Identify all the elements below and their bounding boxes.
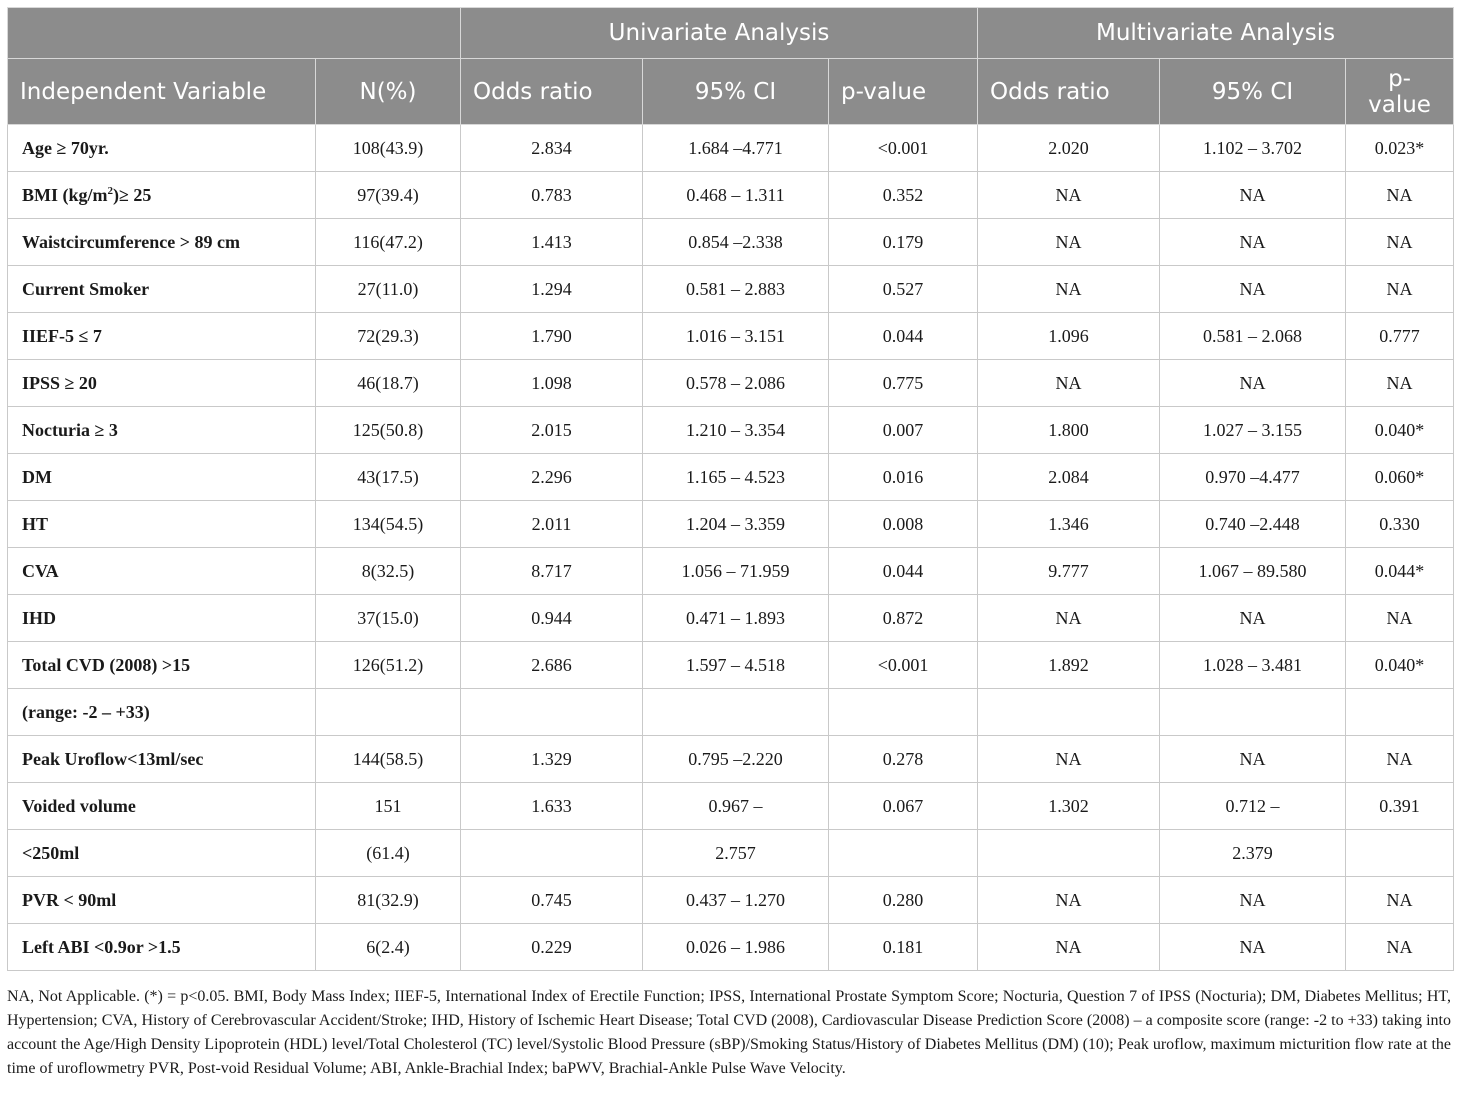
value-cell — [316, 689, 461, 736]
column-header: Independent Variable — [8, 59, 316, 125]
value-cell: NA — [1160, 924, 1346, 971]
value-cell: 1.413 — [461, 219, 643, 266]
group-header-row — [8, 8, 1454, 59]
value-cell: 125(50.8) — [316, 407, 461, 454]
value-cell: NA — [1346, 595, 1454, 642]
value-cell: 0.229 — [461, 924, 643, 971]
value-cell: 0.179 — [829, 219, 978, 266]
variable-cell: PVR < 90ml — [8, 877, 316, 924]
value-cell: 134(54.5) — [316, 501, 461, 548]
value-cell: 1.302 — [978, 783, 1160, 830]
variable-cell: Current Smoker — [8, 266, 316, 313]
value-cell: 1.800 — [978, 407, 1160, 454]
value-cell: 108(43.9) — [316, 125, 461, 172]
value-cell: NA — [1160, 877, 1346, 924]
value-cell — [829, 689, 978, 736]
table-row — [8, 783, 1454, 830]
table-footnote: NA, Not Applicable. (*) = p<0.05. BMI, Body Mass Index; IIEF-5, International Index of Erectile Function; IPSS, International Prostate Symptom Score; Nocturia, Question 7 of IPSS (Nocturia); DM, Diabetes Mellitus; HT, Hypertension; CVA, History of Cerebrovascular Accident/Stroke; IHD, History of Ischemic Heart Disease; Total CVD (2008), Cardiovascular Disease Prediction Score (2008) – a composite score (range: -2 to +33) taking into account the Age/High Density Lipoprotein (HDL) level/Total Cholesterol (TC) level/Systolic Blood Pressure (sBP)/Smoking Status/History of Diabetes Mellitus (DM) (10); Peak uroflow, maximum micturition flow rate at the time of uroflowmetry PVR, Post-void Residual Volume; ABI, Ankle-Brachial Index; baPWV, Brachial-Ankle Pulse Wave Velocity. — [7, 988, 1451, 1077]
value-cell: NA — [978, 219, 1160, 266]
value-cell: 1.056 – 71.959 — [643, 548, 829, 595]
value-cell: 1.027 – 3.155 — [1160, 407, 1346, 454]
value-cell: 0.783 — [461, 172, 643, 219]
value-cell: 2.296 — [461, 454, 643, 501]
value-cell: 0.040* — [1346, 407, 1454, 454]
value-cell: NA — [1160, 360, 1346, 407]
value-cell: 0.060* — [1346, 454, 1454, 501]
value-cell: NA — [1346, 924, 1454, 971]
column-header: 95% CI — [1160, 59, 1346, 125]
column-header: 95% CI — [643, 59, 829, 125]
value-cell — [1160, 689, 1346, 736]
value-cell — [978, 689, 1160, 736]
value-cell: <0.001 — [829, 642, 978, 689]
variable-cell: HT — [8, 501, 316, 548]
variable-cell: Voided volume — [8, 783, 316, 830]
table-row — [8, 360, 1454, 407]
table-row — [8, 595, 1454, 642]
value-cell: NA — [978, 172, 1160, 219]
table-row — [8, 219, 1454, 266]
variable-cell: DM — [8, 454, 316, 501]
value-cell: 0.330 — [1346, 501, 1454, 548]
regression-table — [7, 7, 1454, 971]
value-cell: 2.011 — [461, 501, 643, 548]
value-cell: <0.001 — [829, 125, 978, 172]
value-cell: NA — [1346, 266, 1454, 313]
value-cell: 1.098 — [461, 360, 643, 407]
value-cell: 9.777 — [978, 548, 1160, 595]
table-row — [8, 924, 1454, 971]
value-cell: NA — [1160, 219, 1346, 266]
table-body — [8, 125, 1454, 971]
value-cell: 0.044 — [829, 313, 978, 360]
multivariate-group-header: Multivariate Analysis — [978, 8, 1454, 59]
value-cell — [1346, 689, 1454, 736]
value-cell: NA — [978, 736, 1160, 783]
value-cell: 43(17.5) — [316, 454, 461, 501]
value-cell: 6(2.4) — [316, 924, 461, 971]
value-cell: NA — [1160, 736, 1346, 783]
value-cell: 0.712 – — [1160, 783, 1346, 830]
table-row — [8, 313, 1454, 360]
value-cell: 8.717 — [461, 548, 643, 595]
table-row — [8, 877, 1454, 924]
value-cell: 2.020 — [978, 125, 1160, 172]
table-row — [8, 125, 1454, 172]
value-cell: NA — [978, 266, 1160, 313]
value-cell: NA — [978, 924, 1160, 971]
value-cell: 0.581 – 2.068 — [1160, 313, 1346, 360]
value-cell: 0.740 –2.448 — [1160, 501, 1346, 548]
value-cell: 0.391 — [1346, 783, 1454, 830]
value-cell: 2.379 — [1160, 830, 1346, 877]
value-cell: 0.581 – 2.883 — [643, 266, 829, 313]
variable-cell: Age ≥ 70yr. — [8, 125, 316, 172]
variable-cell: Nocturia ≥ 3 — [8, 407, 316, 454]
value-cell: NA — [1346, 219, 1454, 266]
value-cell: 2.757 — [643, 830, 829, 877]
value-cell: 2.686 — [461, 642, 643, 689]
variable-cell: IIEF-5 ≤ 7 — [8, 313, 316, 360]
value-cell: 1.028 – 3.481 — [1160, 642, 1346, 689]
value-cell: 0.008 — [829, 501, 978, 548]
variable-cell: IPSS ≥ 20 — [8, 360, 316, 407]
value-cell: 0.872 — [829, 595, 978, 642]
column-header: p-value — [829, 59, 978, 125]
value-cell: 0.280 — [829, 877, 978, 924]
column-header-row — [8, 59, 1454, 125]
value-cell: 97(39.4) — [316, 172, 461, 219]
value-cell: 1.790 — [461, 313, 643, 360]
value-cell: 72(29.3) — [316, 313, 461, 360]
value-cell: (61.4) — [316, 830, 461, 877]
table-row — [8, 454, 1454, 501]
value-cell: 1.597 – 4.518 — [643, 642, 829, 689]
variable-cell: Total CVD (2008) >15 — [8, 642, 316, 689]
value-cell: 2.015 — [461, 407, 643, 454]
value-cell — [829, 830, 978, 877]
value-cell: 0.578 – 2.086 — [643, 360, 829, 407]
column-header: Odds ratio — [461, 59, 643, 125]
value-cell: NA — [978, 360, 1160, 407]
value-cell: 8(32.5) — [316, 548, 461, 595]
value-cell: 1.892 — [978, 642, 1160, 689]
table-row — [8, 830, 1454, 877]
table-row — [8, 501, 1454, 548]
table-row — [8, 689, 1454, 736]
value-cell: 116(47.2) — [316, 219, 461, 266]
value-cell: 0.044 — [829, 548, 978, 595]
variable-label: BMI (kg/m — [22, 184, 108, 205]
value-cell: 0.044* — [1346, 548, 1454, 595]
variable-cell: Waistcircumference > 89 cm — [8, 219, 316, 266]
value-cell: 1.329 — [461, 736, 643, 783]
value-cell: 0.278 — [829, 736, 978, 783]
value-cell: 0.468 – 1.311 — [643, 172, 829, 219]
value-cell — [461, 830, 643, 877]
table-row — [8, 172, 1454, 219]
value-cell: 151 — [316, 783, 461, 830]
value-cell: 0.745 — [461, 877, 643, 924]
value-cell: 1.165 – 4.523 — [643, 454, 829, 501]
value-cell: NA — [1160, 266, 1346, 313]
value-cell: 46(18.7) — [316, 360, 461, 407]
value-cell: NA — [1160, 172, 1346, 219]
value-cell: 1.102 – 3.702 — [1160, 125, 1346, 172]
value-cell — [978, 830, 1160, 877]
table-row — [8, 266, 1454, 313]
value-cell: 27(11.0) — [316, 266, 461, 313]
column-header: p-value — [1346, 59, 1454, 125]
value-cell: 126(51.2) — [316, 642, 461, 689]
value-cell: 0.437 – 1.270 — [643, 877, 829, 924]
value-cell: 1.096 — [978, 313, 1160, 360]
value-cell: 1.633 — [461, 783, 643, 830]
variable-cell: CVA — [8, 548, 316, 595]
value-cell: NA — [1346, 360, 1454, 407]
value-cell: NA — [1346, 172, 1454, 219]
value-cell: 0.471 – 1.893 — [643, 595, 829, 642]
value-cell: 1.294 — [461, 266, 643, 313]
superscript: 2 — [107, 184, 113, 197]
value-cell: 0.023* — [1346, 125, 1454, 172]
value-cell: NA — [978, 595, 1160, 642]
value-cell: NA — [1346, 877, 1454, 924]
value-cell: 81(32.9) — [316, 877, 461, 924]
variable-cell — [8, 172, 316, 219]
value-cell: 1.210 – 3.354 — [643, 407, 829, 454]
value-cell: 0.967 – — [643, 783, 829, 830]
value-cell: 1.684 –4.771 — [643, 125, 829, 172]
variable-cell: Left ABI <0.9or >1.5 — [8, 924, 316, 971]
table-row — [8, 548, 1454, 595]
value-cell: 0.775 — [829, 360, 978, 407]
value-cell: NA — [1346, 736, 1454, 783]
value-cell: 0.352 — [829, 172, 978, 219]
value-cell: 0.067 — [829, 783, 978, 830]
variable-cell: IHD — [8, 595, 316, 642]
table-row — [8, 642, 1454, 689]
value-cell: NA — [978, 877, 1160, 924]
value-cell: 1.346 — [978, 501, 1160, 548]
value-cell: 0.944 — [461, 595, 643, 642]
variable-label: )≥ 25 — [113, 184, 152, 205]
blank-group-header — [8, 8, 461, 59]
table-row — [8, 736, 1454, 783]
value-cell: NA — [1160, 595, 1346, 642]
value-cell: 0.795 –2.220 — [643, 736, 829, 783]
value-cell: 1.067 – 89.580 — [1160, 548, 1346, 595]
value-cell: 37(15.0) — [316, 595, 461, 642]
value-cell: 0.026 – 1.986 — [643, 924, 829, 971]
table-container — [7, 7, 1453, 1081]
value-cell — [1346, 830, 1454, 877]
value-cell: 0.181 — [829, 924, 978, 971]
value-cell — [461, 689, 643, 736]
variable-cell: (range: -2 – +33) — [8, 689, 316, 736]
value-cell: 2.084 — [978, 454, 1160, 501]
column-header: Odds ratio — [978, 59, 1160, 125]
column-header: N(%) — [316, 59, 461, 125]
table-header — [8, 8, 1454, 125]
variable-cell: Peak Uroflow<13ml/sec — [8, 736, 316, 783]
variable-cell: <250ml — [8, 830, 316, 877]
value-cell: 0.527 — [829, 266, 978, 313]
value-cell: 0.970 –4.477 — [1160, 454, 1346, 501]
value-cell — [643, 689, 829, 736]
value-cell: 0.854 –2.338 — [643, 219, 829, 266]
value-cell: 1.204 – 3.359 — [643, 501, 829, 548]
value-cell: 0.777 — [1346, 313, 1454, 360]
value-cell: 0.007 — [829, 407, 978, 454]
value-cell: 1.016 – 3.151 — [643, 313, 829, 360]
univariate-group-header: Univariate Analysis — [461, 8, 978, 59]
value-cell: 0.040* — [1346, 642, 1454, 689]
value-cell: 2.834 — [461, 125, 643, 172]
table-row — [8, 407, 1454, 454]
value-cell: 0.016 — [829, 454, 978, 501]
value-cell: 144(58.5) — [316, 736, 461, 783]
